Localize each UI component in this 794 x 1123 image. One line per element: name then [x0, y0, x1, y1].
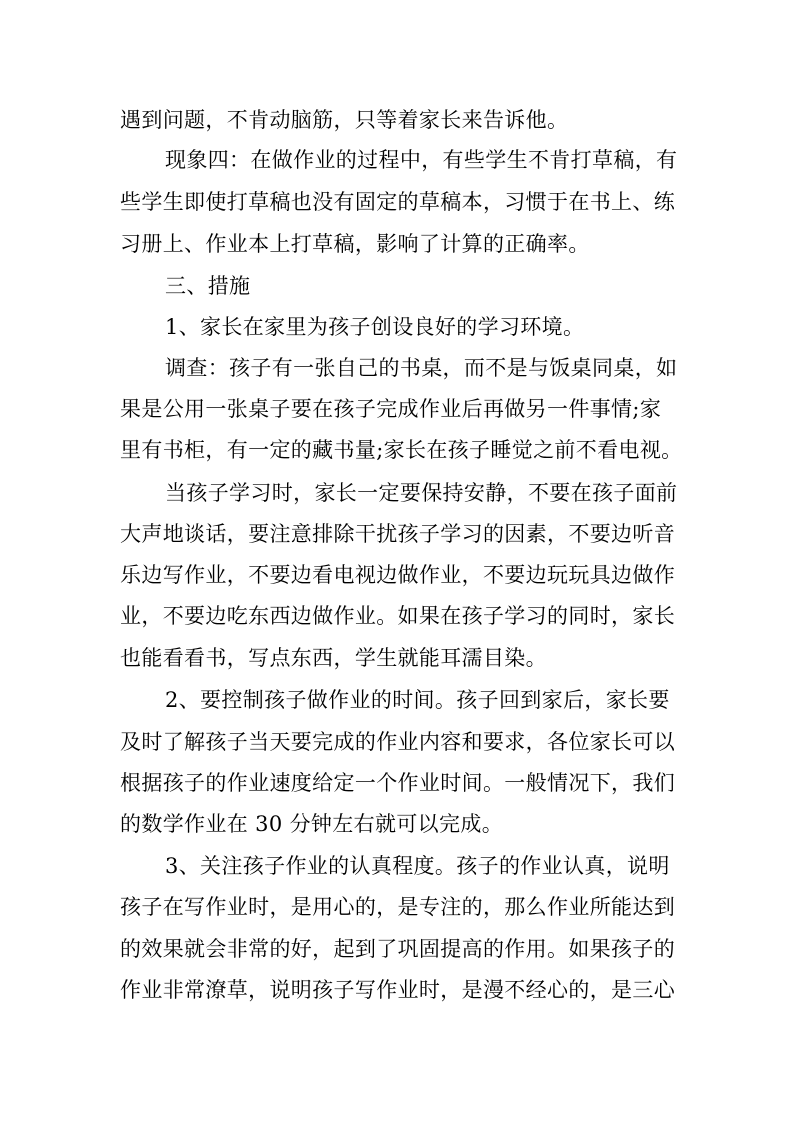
text-line: 当孩子学习时，家长一定要保持安静，不要在孩子面前 — [165, 481, 678, 505]
text-line: 乐边写作业，不要边看电视边做作业，不要边玩玩具边做作 — [120, 563, 676, 587]
text-line: 1、家长在家里为孩子创设良好的学习环境。 — [165, 315, 585, 339]
text-line: 些学生即使打草稿也没有固定的草稿本，习惯于在书上、练 — [120, 190, 676, 214]
text-line: 业，不要边吃东西边做作业。如果在孩子学习的同时，家长 — [120, 604, 676, 628]
text-line: 果是公用一张桌子要在孩子完成作业后再做另一件事情;家 — [120, 397, 662, 421]
text-line: 孩子在写作业时，是用心的，是专注的，那么作业所能达到 — [120, 895, 676, 919]
text-line: 大声地谈话，要注意排除干扰孩子学习的因素，不要边听音 — [120, 522, 676, 546]
text-line: 调查：孩子有一张自己的书桌，而不是与饭桌同桌，如 — [165, 356, 678, 380]
text-line: 习册上、作业本上打草稿，影响了计算的正确率。 — [120, 232, 590, 256]
text-line: 的效果就会非常的好，起到了巩固提高的作用。如果孩子的 — [120, 937, 676, 961]
text-line: 里有书柜，有一定的藏书量;家长在孩子睡觉之前不看电视。 — [120, 438, 683, 462]
text-line: 作业非常潦草，说明孩子写作业时，是漫不经心的，是三心 — [120, 978, 676, 1002]
text-line: 遇到问题，不肯动脑筋，只等着家长来告诉他。 — [120, 108, 569, 132]
section-heading: 三、措施 — [165, 274, 251, 298]
text-line: 现象四：在做作业的过程中，有些学生不肯打草稿，有 — [165, 148, 678, 172]
text-line: 也能看看书，写点东西，学生就能耳濡目染。 — [120, 646, 547, 670]
text-line: 2、要控制孩子做作业的时间。孩子回到家后，家长要 — [165, 688, 670, 712]
text-line: 的数学作业在 30 分钟左右就可以完成。 — [120, 812, 504, 836]
text-line: 及时了解孩子当天要完成的作业内容和要求，各位家长可以 — [120, 730, 676, 754]
text-line: 根据孩子的作业速度给定一个作业时间。一般情况下，我们 — [120, 771, 676, 795]
text-line: 3、关注孩子作业的认真程度。孩子的作业认真，说明 — [165, 854, 670, 878]
